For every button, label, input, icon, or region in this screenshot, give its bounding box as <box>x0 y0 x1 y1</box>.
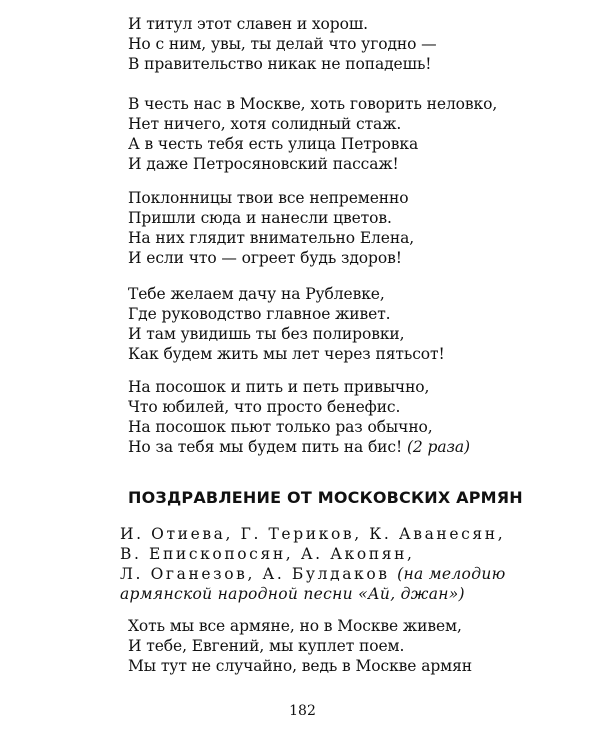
stanza-1 <box>128 14 437 74</box>
section-title: ПОЗДРАВЛЕНИЕ ОТ МОСКОВСКИХ АРМЯН <box>128 488 523 507</box>
verse-line: Тебе желаем дачу на Рублевке, <box>128 285 385 303</box>
authors-names: Л. Оганезов, А. Булдаков <box>120 565 390 583</box>
verse-line: Нет ничего, хотя солидный стаж. <box>128 115 402 133</box>
verse-line-text: Но за тебя мы будем пить на бис! <box>128 438 403 456</box>
verse-line: И там увидишь ты без полировки, <box>128 325 405 343</box>
verse-line: И даже Петросяновский пассаж! <box>128 155 399 173</box>
stanza-4 <box>128 284 445 364</box>
verse-line: В правительство никак не попадешь! <box>128 55 432 73</box>
stanza-2 <box>128 94 497 174</box>
verse-line: Но с ним, увы, ты делай что угодно — <box>128 35 437 53</box>
verse-line: Как будем жить мы лет через пятьсот! <box>128 345 445 363</box>
verse-line: Что юбилей, что просто бенефис. <box>128 398 401 416</box>
authors-block <box>120 524 506 604</box>
melody-note: (на мелодию <box>397 565 506 583</box>
verse-line: На посошок и пить и петь привычно, <box>128 378 430 396</box>
verse-line: Поклонницы твои все непременно <box>128 189 409 207</box>
stanza-3 <box>128 188 414 268</box>
repeat-note: (2 раза) <box>406 438 470 456</box>
verse-line: В честь нас в Москве, хоть говорить неловко, <box>128 95 498 113</box>
authors-line: В. Епископосян, А. Акопян, <box>120 545 415 563</box>
verse-line: На посошок пьют только раз обычно, <box>128 418 433 436</box>
verse-line: Мы тут не случайно, ведь в Москве армян <box>128 657 473 675</box>
stanza-5 <box>128 377 470 457</box>
melody-note: армянской народной песни «Ай, джан») <box>120 585 465 603</box>
authors-line <box>120 564 506 584</box>
verse-line: Пришли сюда и нанесли цветов. <box>128 209 392 227</box>
verse-line: И тебе, Евгений, мы куплет поем. <box>128 637 405 655</box>
verse-line: Где руководство главное живет. <box>128 305 391 323</box>
verse-line: А в честь тебя есть улица Петровка <box>128 135 419 153</box>
verse-line: И если что — огреет будь здоров! <box>128 249 402 267</box>
verse-line: И титул этот славен и хорош. <box>128 15 368 33</box>
authors-line: И. Отиева, Г. Териков, К. Аванесян, <box>120 525 506 543</box>
verse-line: На них глядит внимательно Елена, <box>128 229 415 247</box>
page-number: 182 <box>289 703 316 719</box>
song-stanza-1 <box>128 616 472 676</box>
verse-line-with-note <box>128 437 470 457</box>
verse-line: Хоть мы все армяне, но в Москве живем, <box>128 617 462 635</box>
